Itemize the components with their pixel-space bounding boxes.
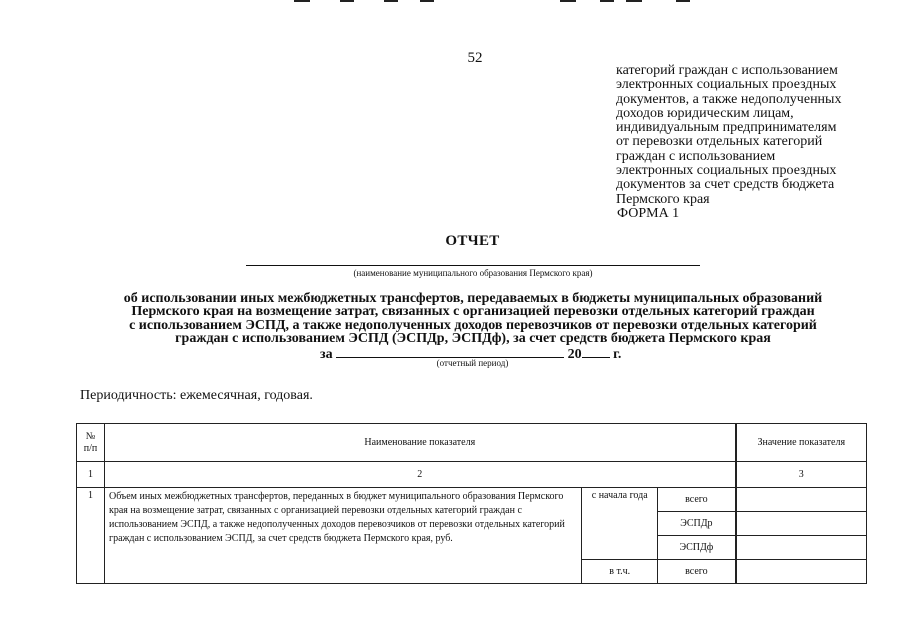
value-cell[interactable]	[736, 488, 867, 512]
header-value: Значение показателя	[736, 424, 867, 462]
table-row	[77, 488, 867, 512]
appendix-line: электронных социальных проездных	[616, 163, 837, 179]
za-prefix: за	[320, 346, 333, 362]
sub-label-espdr: ЭСПДр	[658, 512, 736, 536]
indicator-text: Объем иных межбюджетных трансфертов, переданных в бюджет муниципального образования Пермского края на возмещение затрат, связанных с организацией перевозки отдельных категорий граждан с использованием ЭСПД, а также недополученных доходов перевозчиков от перевозки отдельных категорий граждан с использованием ЭСПД, за счет средств бюджета Пермского края, руб.	[104, 488, 581, 584]
municipality-caption: (наименование муниципального образования Пермского края)	[353, 268, 593, 278]
subtitle-line: граждан с использованием ЭСПД (ЭСПДр, ЭСПДф), за счет средств бюджета Пермского края	[175, 331, 771, 347]
subtitle-line: об использовании иных межбюджетных трансфертов, передаваемых в бюджеты муниципальных образований	[123, 291, 823, 306]
subtitle-line: Пермского края на возмещение затрат, связанных с организацией перевозки отдельных категорий граждан	[131, 304, 815, 320]
municipality-field-line	[246, 265, 700, 266]
appendix-line: документов за счет средств бюджета	[616, 177, 835, 193]
value-cell[interactable]	[736, 536, 867, 560]
sub-label-total: всего	[658, 488, 736, 512]
appendix-line: документов, а также недополученных	[616, 91, 842, 107]
since-start-label: с начала года	[582, 488, 658, 560]
page-number: 52	[467, 50, 483, 66]
year-suffix: г.	[613, 346, 622, 362]
periodicity-text: Периодичность: ежемесячная, годовая.	[80, 388, 313, 403]
table-header-row	[77, 424, 867, 462]
scan-top-marks	[0, 0, 905, 4]
col-number: 1	[77, 462, 105, 488]
appendix-line: электронных социальных проездных	[616, 77, 837, 93]
sub-label-total-2: всего	[658, 560, 736, 584]
year-prefix: 20	[567, 346, 582, 362]
appendix-line: от перевозки отдельных категорий	[616, 134, 823, 150]
year-blank	[582, 346, 610, 358]
value-cell[interactable]	[736, 512, 867, 536]
report-subtitle	[48, 292, 898, 361]
in-tch-label: в т.ч.	[582, 560, 658, 584]
value-cell[interactable]	[736, 560, 867, 584]
column-number-row	[77, 462, 867, 488]
col-number: 2	[104, 462, 735, 488]
header-name: Наименование показателя	[104, 424, 735, 462]
appendix-line: Пермского края	[616, 191, 710, 207]
appendix-text	[616, 64, 896, 207]
form-label: ФОРМА 1	[617, 206, 680, 221]
report-table	[76, 423, 867, 584]
period-caption: (отчетный период)	[436, 358, 509, 368]
subtitle-line: с использованием ЭСПД, а также недополученных доходов перевозчиков от перевозки отдельных категорий	[129, 317, 817, 333]
sub-label-espdf: ЭСПДф	[658, 536, 736, 560]
appendix-line: граждан с использованием	[616, 148, 776, 164]
period-blank	[336, 346, 564, 358]
row-num: 1	[77, 488, 105, 584]
appendix-line: категорий граждан с использованием	[616, 63, 838, 78]
appendix-line: индивидуальным предпринимателям	[616, 120, 837, 136]
appendix-line: доходов юридическим лицам,	[616, 105, 794, 121]
document-title: ОТЧЕТ	[445, 233, 500, 249]
col-number: 3	[736, 462, 867, 488]
header-num: № п/п	[77, 424, 105, 462]
